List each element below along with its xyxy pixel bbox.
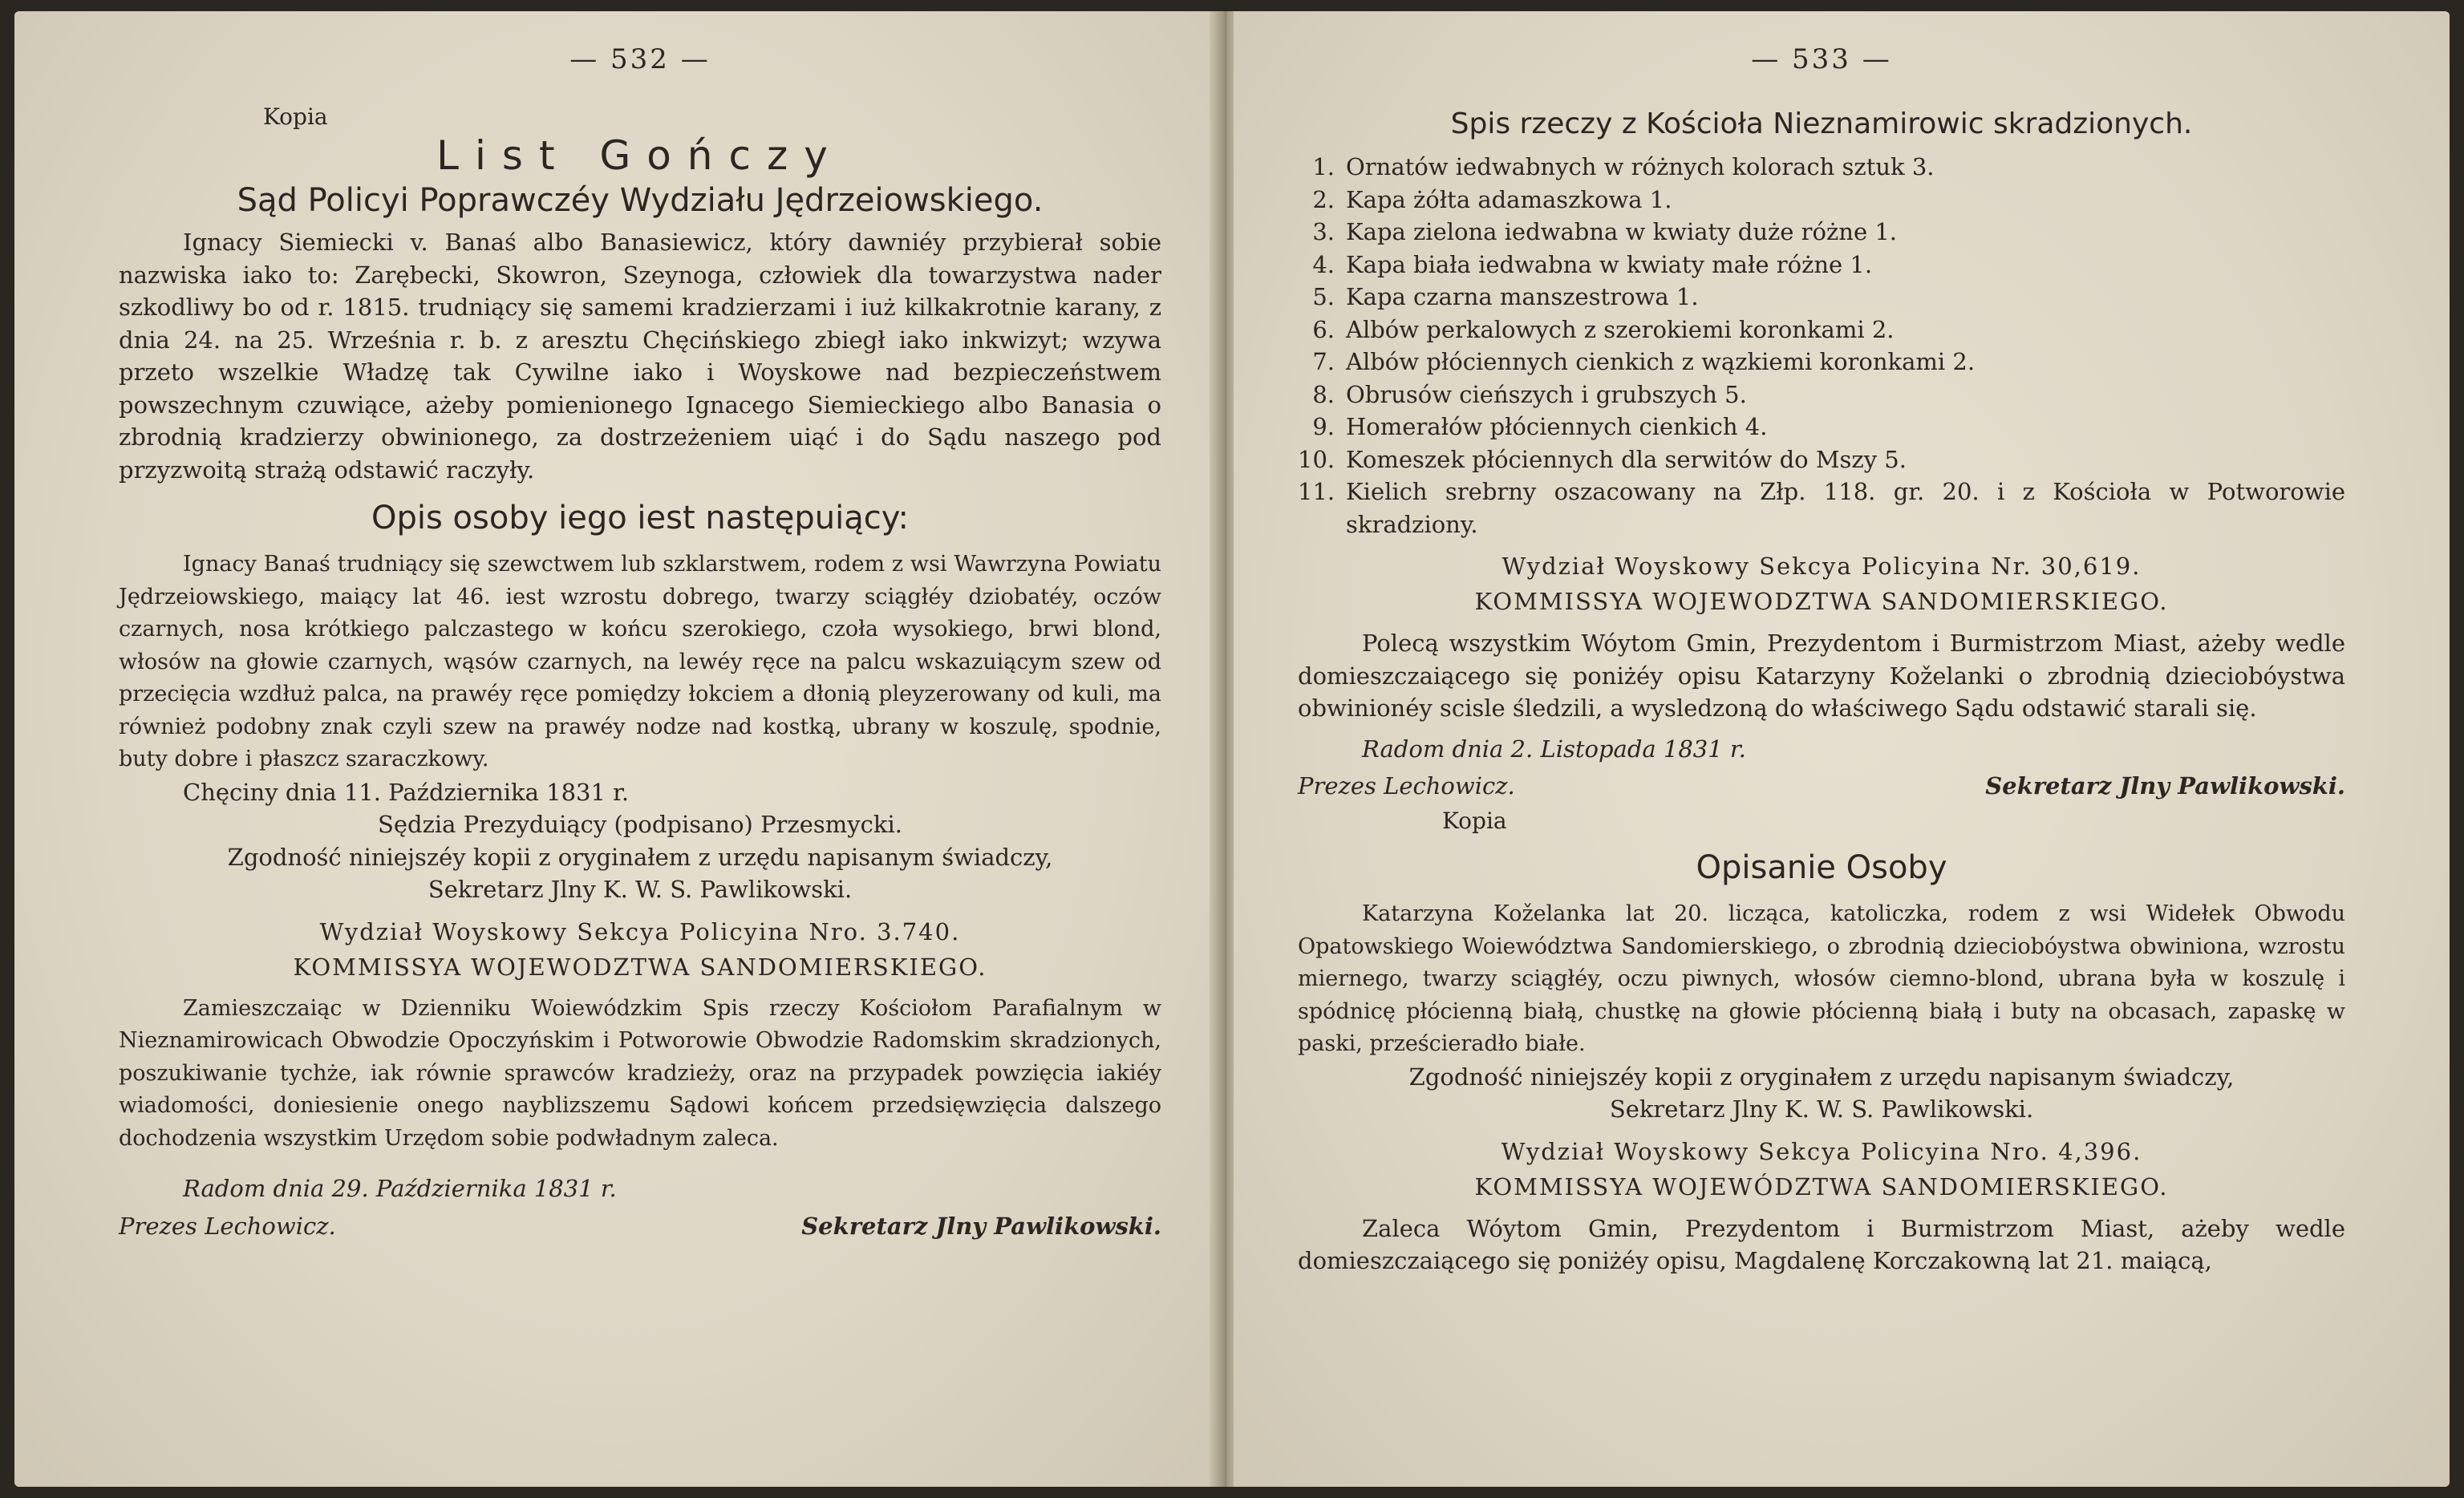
stolen-items-list	[1298, 151, 2345, 540]
certification-line: Zgodność niniejszéy kopii z oryginałem z urzędu napisanym świadczy,	[227, 843, 1053, 871]
order-paragraph: Polecą wszystkim Wóytom Gmin, Prezydentom i Burmistrzom Miast, ażeby wedle domieszczaiącego się poniżéy opisu Katarzyny Koželanki o zbrodnią dzieciobóystwa obwinionéy scisle śledzili, a wysledzoną do właściwego Sądu odstawić starali się.	[1298, 630, 2345, 722]
kopia-label: Kopia	[1442, 808, 1507, 834]
secretary-line: Sekretarz Jlny K. W. S. Pawlikowski.	[1609, 1095, 2034, 1123]
commission-heading: KOMMISSYA WOJEWÓDZTWA SANDOMIERSKIEGO.	[1474, 1172, 2169, 1200]
department-line: Wydział Woyskowy Sekcya Policyina Nro. 3.740.	[319, 917, 961, 945]
commission-heading: KOMMISSYA WOJEWODZTWA SANDOMIERSKIEGO.	[1474, 588, 2169, 615]
open-book	[14, 11, 2450, 1487]
warrant-title: List Gończy	[436, 132, 844, 179]
list-item: 11. Kielich srebrny oszacowany na Złp. 118. gr. 20. i z Kościoła w Potworowie skradziony.	[1298, 478, 2345, 538]
date-line: Radom dnia 29. Października 1831 r.	[183, 1175, 617, 1202]
secretary-signature: Sekretarz Jlny Pawlikowski.	[801, 1212, 1161, 1240]
signature-row	[119, 1205, 1161, 1247]
list-item: 8. Obrusów cieńszych i grubszych 5.	[1312, 380, 1747, 408]
list-item: 9. Homerałów płóciennych cienkich 4.	[1312, 413, 1768, 440]
commission-heading: KOMMISSYA WOJEWODZTWA SANDOMIERSKIEGO.	[293, 953, 987, 981]
notice-paragraph: Zamieszczaiąc w Dzienniku Woiewódzkim Spis rzeczy Kościołom Parafialnym w Nieznamirowicach Obwodzie Opoczyńskim i Potworowie Obwodzie Radomskim skradzionych, poszukiwanie tychże, iak równie sprawców kradzieży, oraz na przypadek powzięcia iakiéy wiadomości, doniesienie onego nayblizszemu Sądowi końcem przedsięwzięcia dalszego dochodzenia wszystkim Urzędom sobie podwładnym zaleca.	[119, 995, 1161, 1151]
certification-line: Zgodność niniejszéy kopii z oryginałem z urzędu napisanym świadczy,	[1408, 1063, 2235, 1091]
page-number-right: — 533 —	[1751, 43, 1892, 75]
right-page	[1234, 11, 2450, 1487]
order-paragraph: Zaleca Wóytom Gmin, Prezydentom i Burmistrzom Miast, ażeby wedle domieszczaiącego się poniżéy opisu, Magdalenę Korczakowną lat 21. maiącą,	[1298, 1214, 2345, 1274]
secretary-line: Sekretarz Jlny K. W. S. Pawlikowski.	[428, 876, 853, 903]
list-item: 4. Kapa biała iedwabna w kwiaty małe różne 1.	[1312, 250, 1873, 278]
department-line: Wydział Woyskowy Sekcya Policyina Nr. 30,619.	[1502, 553, 2142, 580]
description-heading: Opisanie Osoby	[1696, 849, 1947, 886]
warrant-paragraph: Ignacy Siemiecki v. Banaś albo Banasiewicz, który dawniéy przybierał sobie nazwiska iako to: Zarębecki, Skowron, Szeynoga, człowiek dla towarzystwa nader szkodliwy bo od r. 1815. trudniący się samemi kradzierzami i iuż kilkakrotnie karany, z dnia 24. na 25. Września r. b. z aresztu Chęcińskiego zbiegł iako inkwizyt; wzywa przeto wszelkie Władzę tak Cywilne iako i Woyskowe nad bezpieczeństwem powszechnym czuwiące, ażeby pomienionego Ignacego Siemieckiego albo Banasia o zbrodnią kradzierzy obwinionego, za dostrzeżeniem uiąć i do Sądu naszego pod przyzwoitą strażą odstawić raczyły.	[119, 229, 1161, 484]
list-item: 1. Ornatów iedwabnych w różnych kolorach sztuk 3.	[1312, 153, 1935, 180]
description-paragraph: Katarzyna Koželanka lat 20. licząca, katoliczka, rodem z wsi Widełek Obwodu Opatowskiego Woiewództwa Sandomierskiego, o zbrodnią dzieciobóystwa obwiniona, wzrostu miernego, twarzy sciągłéy, oczu piwnych, włosów ciemno-blond, ubrana była w koszulę i spódnicę płócienną białą, chustkę na głowie płócienną białą i buty na obcasach, zapaskę w paski, prześcieradło białe.	[1298, 901, 2345, 1056]
description-heading: Opis osoby iego iest następuiący:	[371, 500, 909, 536]
kopia-label: Kopia	[263, 103, 328, 130]
signature-row	[1298, 765, 2345, 807]
president-signature: Prezes Lechowicz.	[119, 1212, 336, 1240]
judge-signature: Sędzia Prezyduiący (podpisano) Przesmycki.	[378, 811, 902, 838]
secretary-signature: Sekretarz Jlny Pawlikowski.	[1985, 772, 2345, 800]
list-item: 7. Albów płóciennych cienkich z wązkiemi koronkami 2.	[1312, 348, 1976, 375]
page-number-left: — 532 —	[569, 43, 711, 75]
list-item: 5. Kapa czarna manszestrowa 1.	[1312, 283, 1699, 310]
stolen-items-title: Spis rzeczy z Kościoła Nieznamirowic skradzionych.	[1450, 107, 2193, 140]
court-subtitle: Sąd Policyi Poprawczéy Wydziału Jędrzeiowskiego.	[237, 182, 1044, 219]
list-item: 6. Albów perkalowych z szerokiemi koronkami 2.	[1312, 315, 1895, 343]
place-date: Chęciny dnia 11. Października 1831 r.	[183, 778, 630, 806]
description-paragraph: Ignacy Banaś trudniący się szewctwem lub szklarstwem, rodem z wsi Wawrzyna Powiatu Jędrzeiowskiego, maiący lat 46. iest wzrostu dobrego, twarzy sciągłéy dziobatéy, oczów czarnych, nosa krótkiego palczastego w końcu szerokiego, czoła wysokiego, brwi blond, włosów na głowie czarnych, wąsów czarnych, na lewéy ręce na palcu wskazuiącym szew od przecięcia wzdłuż palca, na prawéy ręce pomiędzy łokciem a dłonią pleyzerowany od kuli, ma również podobny znak czyli szew na prawéy nodze nad kostką, ubrany w koszulę, spodnie, buty dobre i płaszcz szaraczkowy.	[119, 552, 1161, 771]
date-line: Radom dnia 2. Listopada 1831 r.	[1362, 735, 1746, 763]
left-page-content	[119, 43, 1161, 1247]
right-page-content	[1298, 43, 2345, 1277]
department-line: Wydział Woyskowy Sekcya Policyina Nro. 4,396.	[1501, 1137, 2142, 1165]
president-signature: Prezes Lechowicz.	[1298, 772, 1515, 800]
left-page	[14, 11, 1218, 1487]
list-item: 2. Kapa żółta adamaszkowa 1.	[1312, 185, 1672, 213]
list-item: 10. Komeszek płóciennych dla serwitów do Mszy 5.	[1298, 445, 1907, 473]
list-item: 3. Kapa zielona iedwabna w kwiaty duże różne 1.	[1312, 218, 1898, 245]
